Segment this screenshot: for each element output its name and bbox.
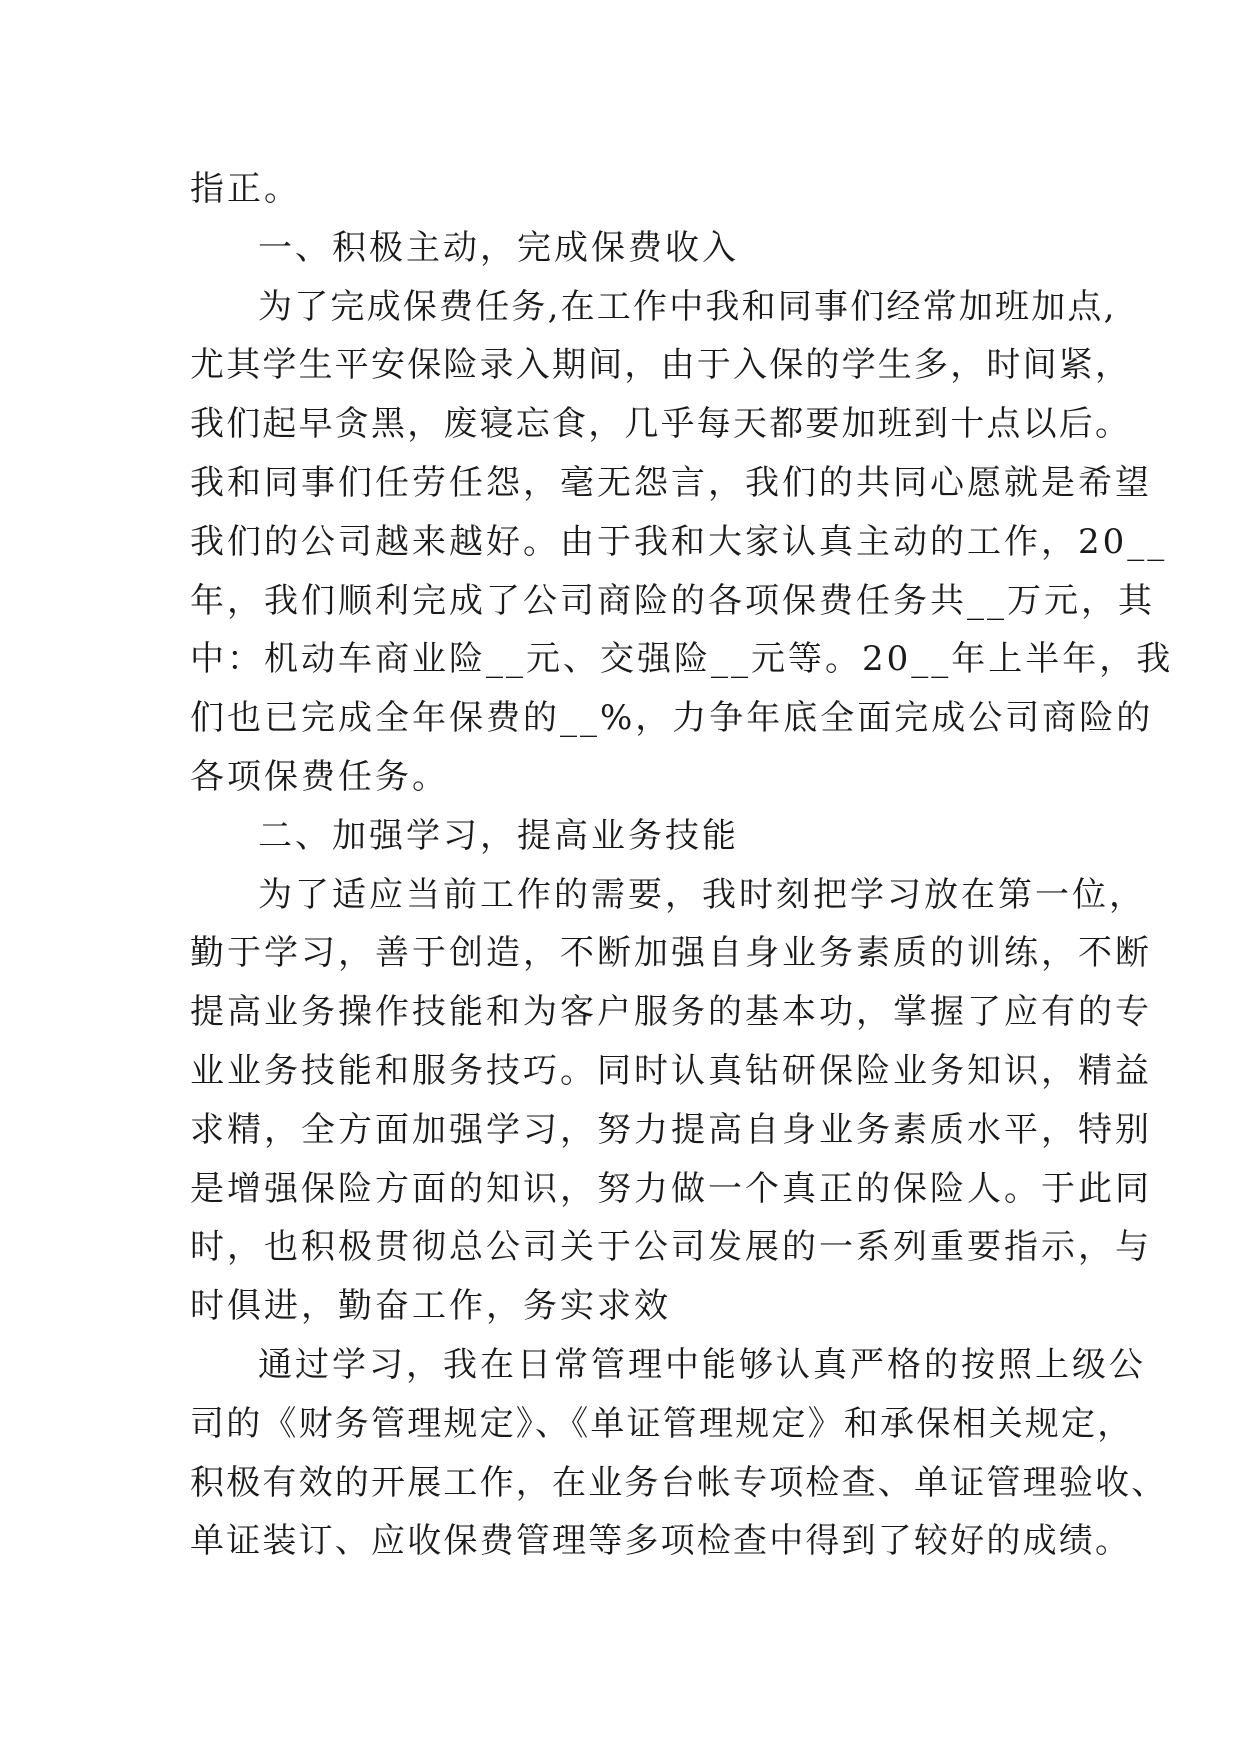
- body-line: 我和同事们任劳任怨，毫无怨言，我们的共同心愿就是希望: [190, 462, 1152, 503]
- section-heading-2: 二、加强学习，提高业务技能: [258, 815, 739, 856]
- body-line: 年，我们顺利完成了公司商险的各项保费任务共__万元，其: [190, 580, 1155, 621]
- body-line: 时俱进，勤奋工作，务实求效: [190, 1286, 671, 1327]
- body-line: 我们起早贪黑，废寝忘食，几乎每天都要加班到十点以后。: [190, 404, 1132, 445]
- body-line: 为了完成保费任务,在工作中我和同事们经常加班加点,: [258, 286, 1117, 327]
- body-line: 司的《财务管理规定》、《单证管理规定》和承保相关规定，: [190, 1403, 1134, 1444]
- body-line: 单证装订、应收保费管理等多项检查中得到了较好的成绩。: [190, 1521, 1132, 1562]
- document-body: [190, 160, 1174, 1571]
- body-line: 时，也积极贯彻总公司关于公司发展的一系列重要指示，与: [190, 1227, 1152, 1268]
- body-line: 提高业务操作技能和为客户服务的基本功，掌握了应有的专: [190, 992, 1152, 1033]
- body-line: 通过学习，我在日常管理中能够认真严格的按照上级公: [258, 1344, 1146, 1385]
- body-line: 尤其学生平安保险录入期间，由于入保的学生多，时间紧，: [190, 345, 1132, 386]
- body-line: 为了适应当前工作的需要，我时刻把学习放在第一位，: [258, 874, 1146, 915]
- body-line: 业业务技能和服务技巧。同时认真钻研保险业务知识，精益: [190, 1050, 1152, 1091]
- body-line: 积极有效的开展工作，在业务台帐专项检查、单证管理验收、: [190, 1462, 1168, 1503]
- body-line: 各项保费任务。: [190, 756, 449, 797]
- body-line: 们也已完成全年保费的__%，力争年底全面完成公司商险的: [190, 698, 1154, 739]
- body-line: 是增强保险方面的知识，努力做一个真正的保险人。于此同: [190, 1168, 1152, 1209]
- body-line: 求精，全方面加强学习，努力提高自身业务素质水平，特别: [190, 1109, 1152, 1150]
- section-heading-1: 一、积极主动，完成保费收入: [258, 227, 739, 268]
- body-line: 勤于学习，善于创造，不断加强自身业务素质的训练，不断: [190, 933, 1152, 974]
- body-line: 指正。: [190, 169, 301, 209]
- body-line: 中：机动车商业险__元、交强险__元等。20__年上半年，我: [190, 639, 1174, 680]
- body-line: 我们的公司越来越好。由于我和大家认真主动的工作，20__: [190, 521, 1168, 562]
